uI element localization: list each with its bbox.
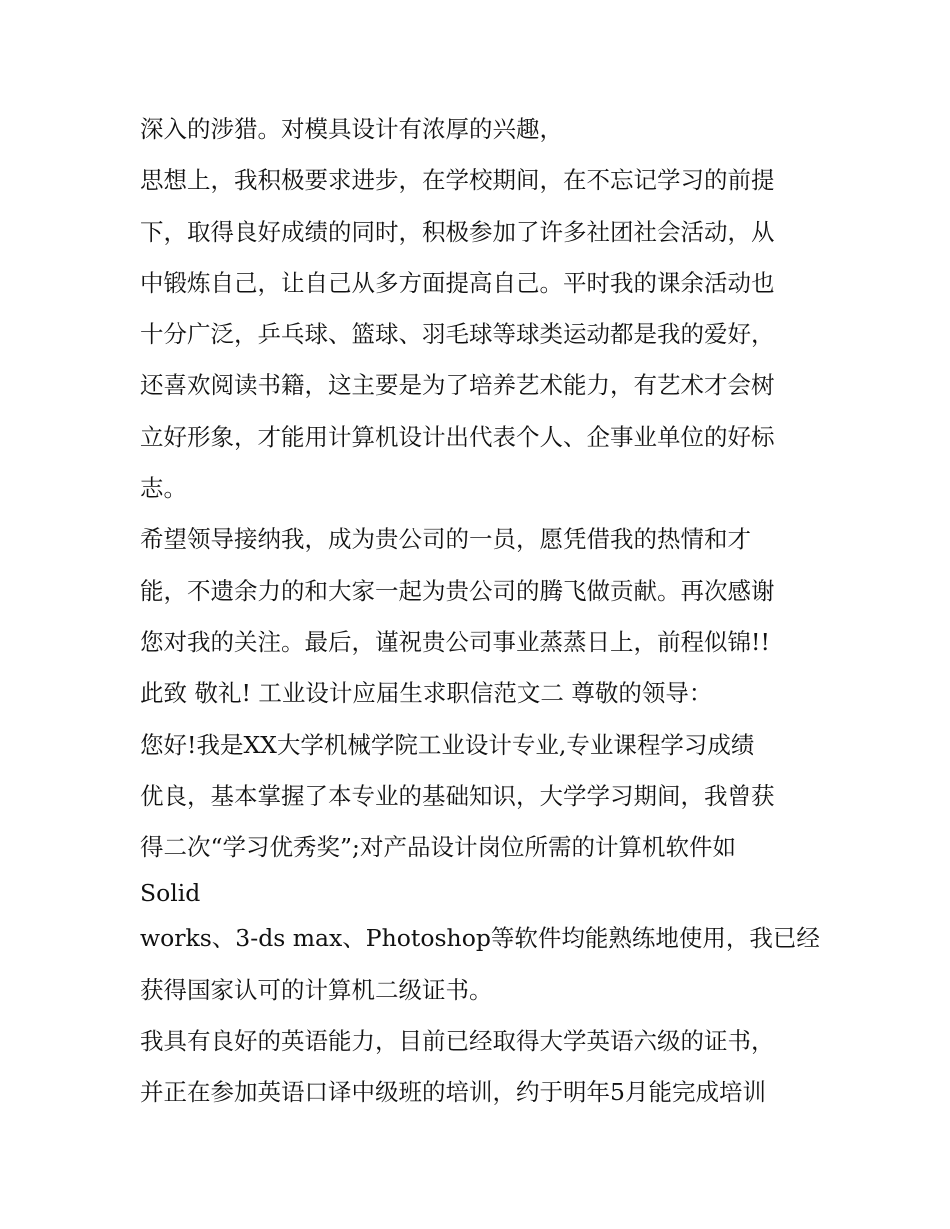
text-line: 获得国家认可的计算机二级证书。 <box>140 975 493 1004</box>
text-line: 得二次“学习优秀奖”;对产品设计岗位所需的计算机软件如 <box>140 833 736 862</box>
text-line: 立好形象，才能用计算机设计出代表个人、企事业单位的好标 <box>140 422 775 451</box>
text-line: Solid <box>140 879 201 908</box>
document-body <box>140 104 820 1119</box>
text-line: 并正在参加英语口译中级班的培训，约于明年5月能完成培训 <box>140 1078 766 1107</box>
text-line: 下，取得良好成绩的同时，积极参加了许多社团社会活动，从 <box>140 217 775 246</box>
text-line: works、3-ds max、Photoshop等软件均能熟练地使用，我已经 <box>140 924 820 953</box>
text-line: 思想上，我积极要求进步，在学校期间，在不忘记学习的前提 <box>140 166 775 195</box>
text-line: 深入的涉猎。对模具设计有浓厚的兴趣， <box>140 115 563 143</box>
text-line: 希望领导接纳我，成为贵公司的一员，愿凭借我的热情和才 <box>140 525 751 554</box>
text-line: 能，不遗余力的和大家一起为贵公司的腾飞做贡献。再次感谢 <box>140 576 775 605</box>
text-line: 中锻炼自己，让自己从多方面提高自己。平时我的课余活动也 <box>140 268 775 297</box>
text-line: 此致 敬礼! 工业设计应届生求职信范文二 尊敬的领导： <box>140 679 713 708</box>
text-line: 志。 <box>140 474 187 503</box>
text-line: 十分广泛，乒乓球、篮球、羽毛球等球类运动都是我的爱好， <box>140 320 775 349</box>
text-line: 我具有良好的英语能力，目前已经取得大学英语六级的证书， <box>140 1027 775 1056</box>
text-line: 还喜欢阅读书籍，这主要是为了培养艺术能力，有艺术才会树 <box>140 371 775 400</box>
text-line: 优良，基本掌握了本专业的基础知识，大学学习期间，我曾获 <box>140 781 775 810</box>
text-line: 您对我的关注。最后，谨祝贵公司事业蒸蒸日上，前程似锦!! <box>140 627 770 656</box>
text-line: 您好!我是XX大学机械学院工业设计专业,专业课程学习成绩 <box>140 730 755 759</box>
